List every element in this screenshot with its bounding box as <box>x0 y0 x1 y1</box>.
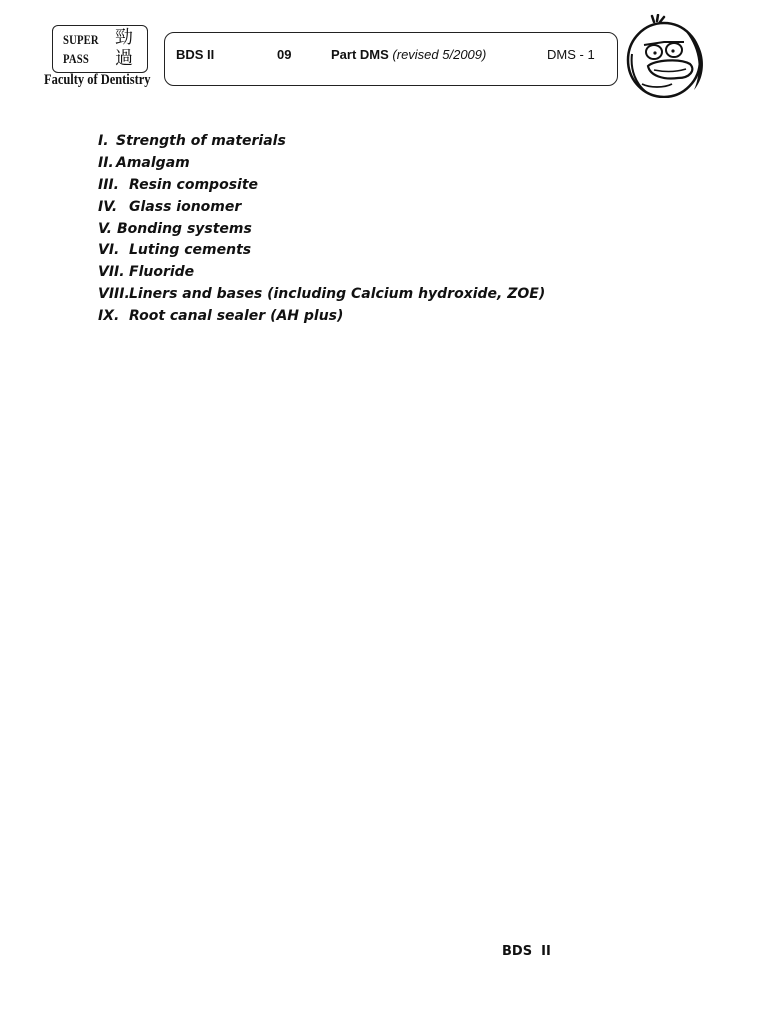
year-number: 09 <box>277 47 292 62</box>
toc-title: Fluoride <box>129 264 195 281</box>
toc-item <box>98 197 545 219</box>
toc-title: Luting cements <box>129 242 252 259</box>
revision-note: (revised 5/2009) <box>388 47 487 62</box>
toc-number: IV. <box>98 198 118 215</box>
page-code: DMS - 1 <box>547 47 595 62</box>
faculty-name: Faculty of Dentistry <box>44 72 151 88</box>
toc-title: Bonding systems <box>117 220 252 237</box>
course-label: BDS II <box>176 47 215 62</box>
logo-cjk-char-2: 過 <box>115 48 133 69</box>
toc-number: IX. <box>98 308 120 325</box>
part-name: Part DMS <box>331 47 389 62</box>
toc-item <box>98 131 545 153</box>
toc-number: VII. <box>98 264 125 281</box>
document-header <box>164 32 618 86</box>
logo-super-text: SUPER <box>63 32 99 47</box>
toc-number: II. <box>98 154 114 171</box>
toc-item <box>98 175 545 197</box>
logo-cjk-char-1: 勁 <box>115 27 133 48</box>
toc-title: Glass ionomer <box>129 198 242 215</box>
toc-number: I. <box>98 133 109 149</box>
toc-item <box>98 284 545 306</box>
super-pass-logo <box>52 25 148 73</box>
footer-course-label: BDS II <box>502 944 551 959</box>
toc-title: Resin composite <box>129 176 259 193</box>
toc-title: Amalgam <box>116 154 190 171</box>
toc-item <box>98 240 545 262</box>
toc-number: VI. <box>98 242 120 259</box>
toc-title: Liners and bases (including Calcium hydroxide, ZOE) <box>129 286 546 303</box>
toc-item <box>98 306 545 328</box>
part-label <box>331 47 486 62</box>
duck-mascot-icon <box>624 14 708 98</box>
toc-number: V. <box>98 220 112 237</box>
table-of-contents <box>98 131 545 328</box>
toc-number: VIII. <box>98 286 130 303</box>
toc-item <box>98 153 545 175</box>
toc-title: Strength of materials <box>116 133 286 149</box>
toc-title: Root canal sealer (AH plus) <box>129 308 344 325</box>
toc-item <box>98 219 545 241</box>
logo-pass-text: PASS <box>63 51 89 66</box>
toc-item <box>98 262 545 284</box>
toc-number: III. <box>98 176 119 193</box>
